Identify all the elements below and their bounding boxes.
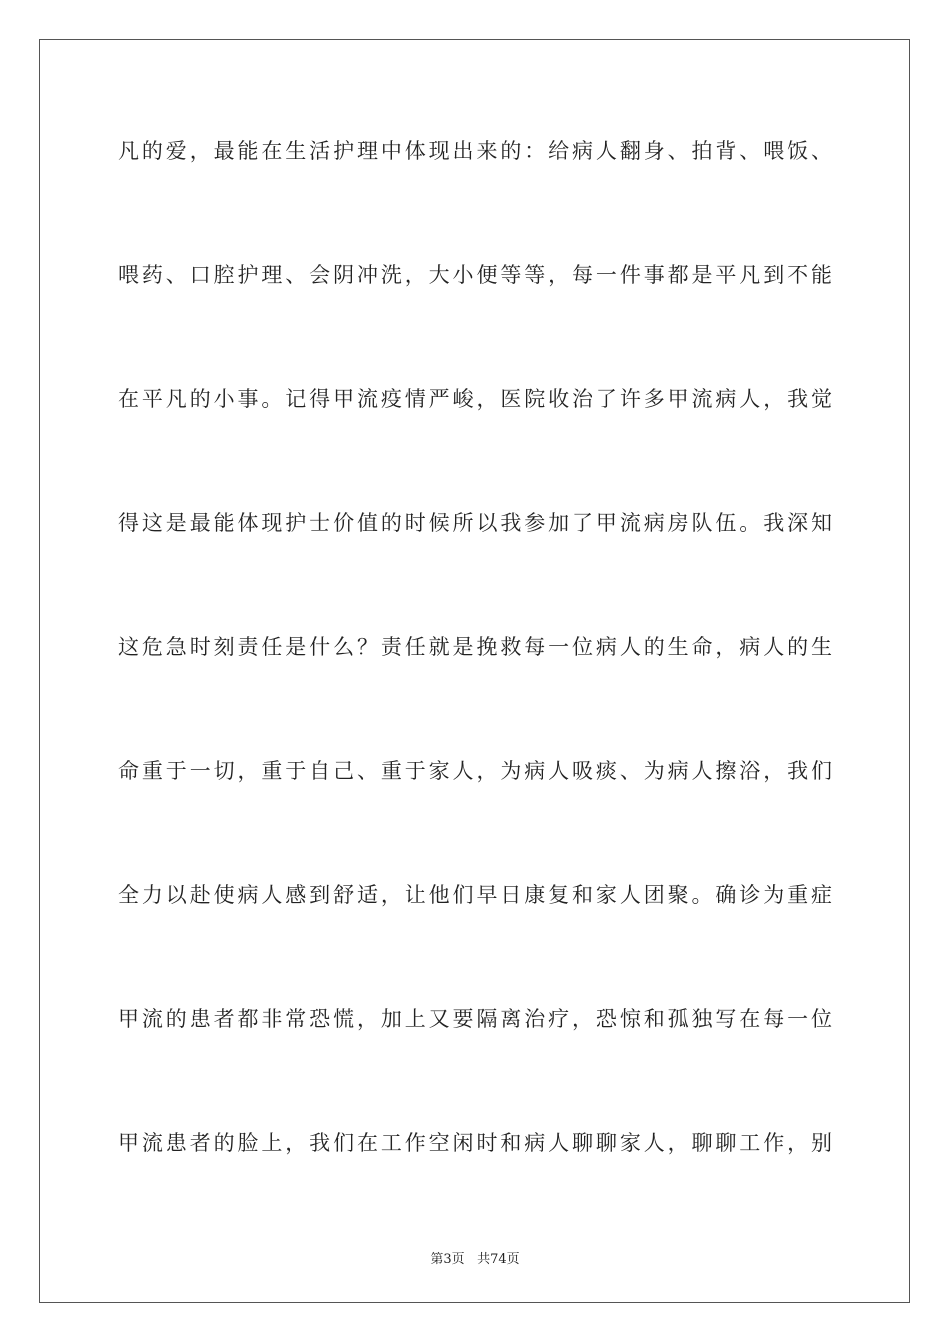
text-line: 在平凡的小事。记得甲流疫情严峻，医院收治了许多甲流病人，我觉	[118, 387, 832, 411]
text-line: 甲流的患者都非常恐慌，加上又要隔离治疗，恐惊和孤独写在每一位	[118, 1007, 832, 1031]
text-line: 甲流患者的脸上，我们在工作空闲时和病人聊聊家人，聊聊工作，别	[118, 1131, 832, 1155]
text-line: 命重于一切，重于自己、重于家人，为病人吸痰、为病人擦浴，我们	[118, 759, 832, 783]
text-line: 凡的爱，最能在生活护理中体现出来的：给病人翻身、拍背、喂饭、	[118, 139, 832, 163]
text-line: 喂药、口腔护理、会阴冲洗，大小便等等，每一件事都是平凡到不能	[118, 263, 832, 287]
page-number: 第3页	[430, 1252, 465, 1267]
page-footer	[0, 1248, 950, 1267]
page-total: 共74页	[477, 1252, 520, 1267]
text-line: 全力以赴使病人感到舒适，让他们早日康复和家人团聚。确诊为重症	[118, 883, 832, 907]
text-line: 这危急时刻责任是什么？责任就是挽救每一位病人的生命，病人的生	[118, 635, 832, 659]
text-line: 得这是最能体现护士价值的时候所以我参加了甲流病房队伍。我深知	[118, 511, 832, 535]
page-border	[39, 39, 910, 1303]
